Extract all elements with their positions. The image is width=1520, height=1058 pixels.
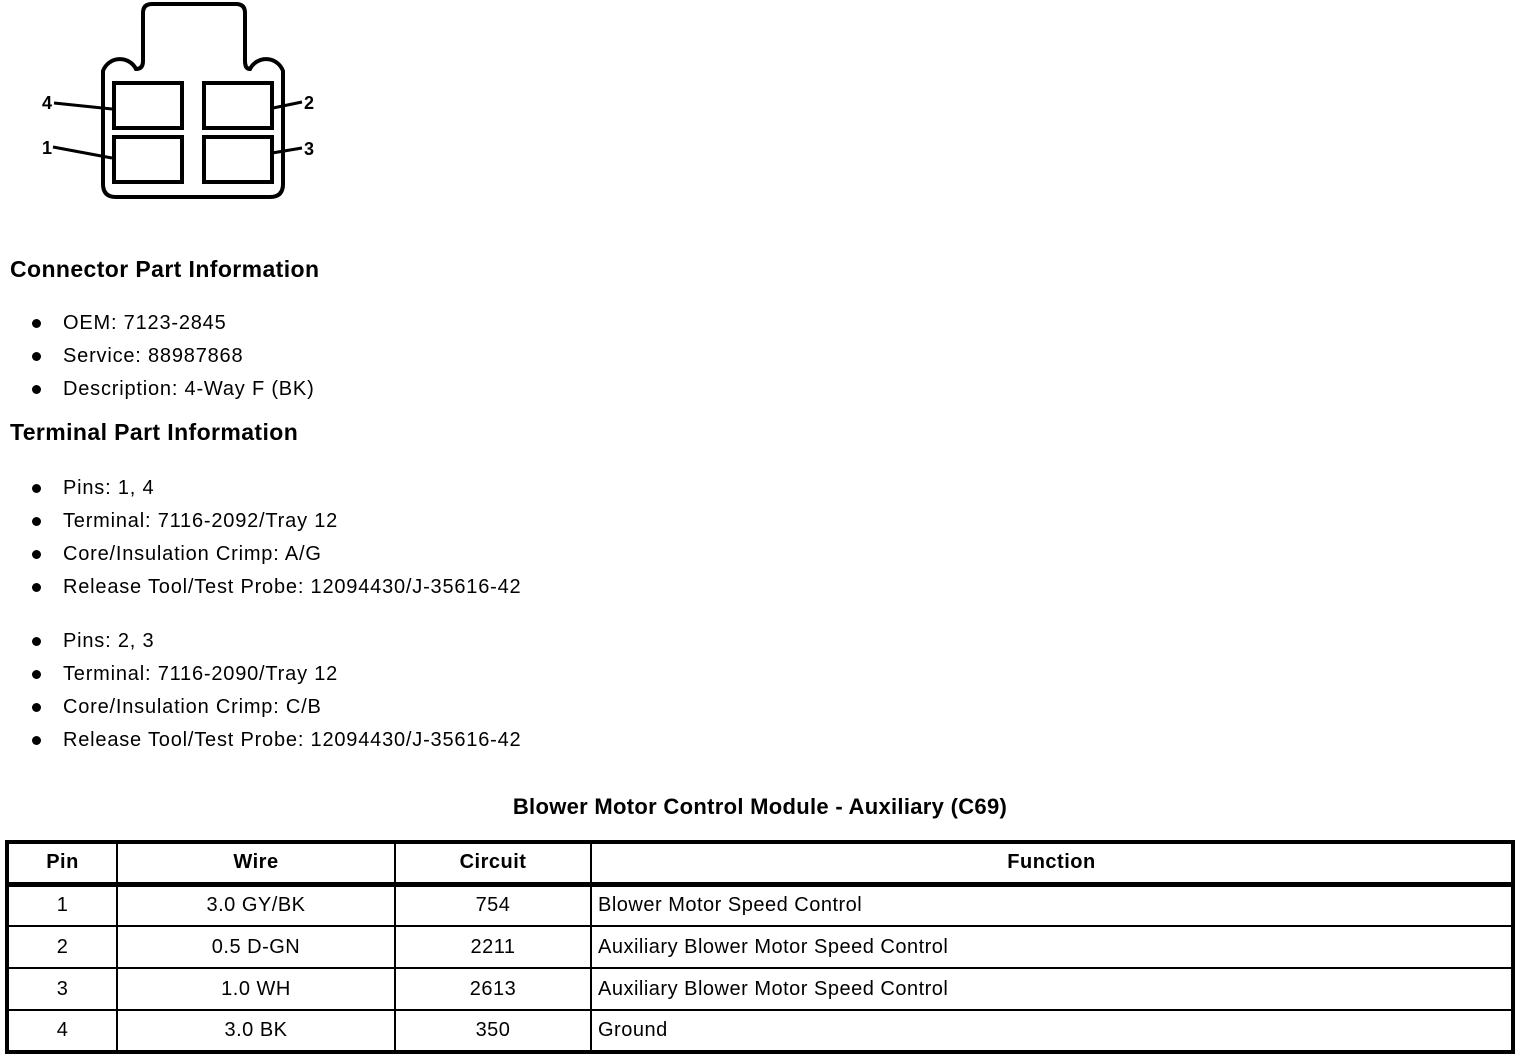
list-item-text: Description: 4-Way F (BK) — [63, 378, 315, 400]
bullet-icon — [32, 550, 41, 559]
connector-part-heading: Connector Part Information — [10, 256, 320, 282]
column-header-wire: Wire — [117, 842, 395, 884]
list-item-terminal — [32, 658, 521, 691]
list-item-text: Pins: 2, 3 — [63, 630, 155, 652]
list-item-service — [32, 340, 315, 373]
list-item-pins — [32, 625, 521, 658]
cell-pin: 3 — [7, 968, 117, 1010]
bullet-icon — [32, 484, 41, 493]
list-item-crimp — [32, 538, 521, 571]
table-title: Blower Motor Control Module - Auxiliary (C69) — [512, 794, 1008, 819]
pin-cavity-1 — [114, 137, 182, 182]
leader-line-pin3 — [272, 148, 302, 153]
bullet-icon — [32, 583, 41, 592]
terminal-part-list-pins-1-4 — [32, 472, 521, 604]
cell-circuit: 2613 — [395, 968, 591, 1010]
cell-circuit: 754 — [395, 884, 591, 926]
cell-pin: 2 — [7, 926, 117, 968]
column-header-function: Function — [591, 842, 1513, 884]
connector-diagram — [0, 0, 360, 215]
list-item-text: OEM: 7123-2845 — [63, 312, 227, 334]
connector-outline-shape — [103, 4, 283, 197]
bullet-icon — [32, 736, 41, 745]
cell-function: Auxiliary Blower Motor Speed Control — [591, 968, 1513, 1010]
list-item-text: Service: 88987868 — [63, 345, 244, 367]
pin-cavity-2 — [204, 83, 272, 128]
cell-wire: 3.0 GY/BK — [117, 884, 395, 926]
cell-function: Blower Motor Speed Control — [591, 884, 1513, 926]
cell-wire: 1.0 WH — [117, 968, 395, 1010]
pin-label-3: 3 — [303, 139, 315, 159]
column-header-pin: Pin — [7, 842, 117, 884]
bullet-icon — [32, 637, 41, 646]
bullet-icon — [32, 670, 41, 679]
cell-wire: 3.0 BK — [117, 1010, 395, 1052]
list-item-text: Terminal: 7116-2092/Tray 12 — [63, 510, 339, 532]
cell-pin: 1 — [7, 884, 117, 926]
bullet-icon — [32, 319, 41, 328]
list-item-release-tool — [32, 724, 521, 757]
list-item-terminal — [32, 505, 521, 538]
list-item-text: Release Tool/Test Probe: 12094430/J-35616-42 — [63, 729, 522, 751]
list-item-text: Terminal: 7116-2090/Tray 12 — [63, 663, 339, 685]
cell-circuit: 2211 — [395, 926, 591, 968]
table-row — [7, 1010, 1513, 1052]
wiring-table — [5, 840, 1515, 1054]
table-row — [7, 884, 1513, 926]
cell-wire: 0.5 D-GN — [117, 926, 395, 968]
list-item-release-tool — [32, 571, 521, 604]
list-item-description — [32, 373, 315, 406]
terminal-part-list-pins-2-3 — [32, 625, 521, 757]
bullet-icon — [32, 352, 41, 361]
pin-label-1: 1 — [41, 138, 53, 158]
bullet-icon — [32, 385, 41, 394]
table-row — [7, 926, 1513, 968]
pin-label-2: 2 — [303, 93, 315, 113]
list-item-oem — [32, 307, 315, 340]
list-item-text: Release Tool/Test Probe: 12094430/J-35616-42 — [63, 576, 522, 598]
connector-part-list — [32, 307, 315, 406]
terminal-part-heading: Terminal Part Information — [10, 419, 299, 445]
list-item-pins — [32, 472, 521, 505]
cell-circuit: 350 — [395, 1010, 591, 1052]
column-header-circuit: Circuit — [395, 842, 591, 884]
bullet-icon — [32, 703, 41, 712]
list-item-text: Pins: 1, 4 — [63, 477, 155, 499]
bullet-icon — [32, 517, 41, 526]
table-header-row — [7, 842, 1513, 884]
cell-pin: 4 — [7, 1010, 117, 1052]
list-item-crimp — [32, 691, 521, 724]
table-row — [7, 968, 1513, 1010]
pin-label-4: 4 — [41, 93, 53, 113]
list-item-text: Core/Insulation Crimp: C/B — [63, 696, 322, 718]
pin-cavity-4 — [114, 83, 182, 128]
pin-cavity-3 — [204, 137, 272, 182]
cell-function: Auxiliary Blower Motor Speed Control — [591, 926, 1513, 968]
leader-line-pin2 — [273, 102, 302, 108]
cell-function: Ground — [591, 1010, 1513, 1052]
list-item-text: Core/Insulation Crimp: A/G — [63, 543, 322, 565]
